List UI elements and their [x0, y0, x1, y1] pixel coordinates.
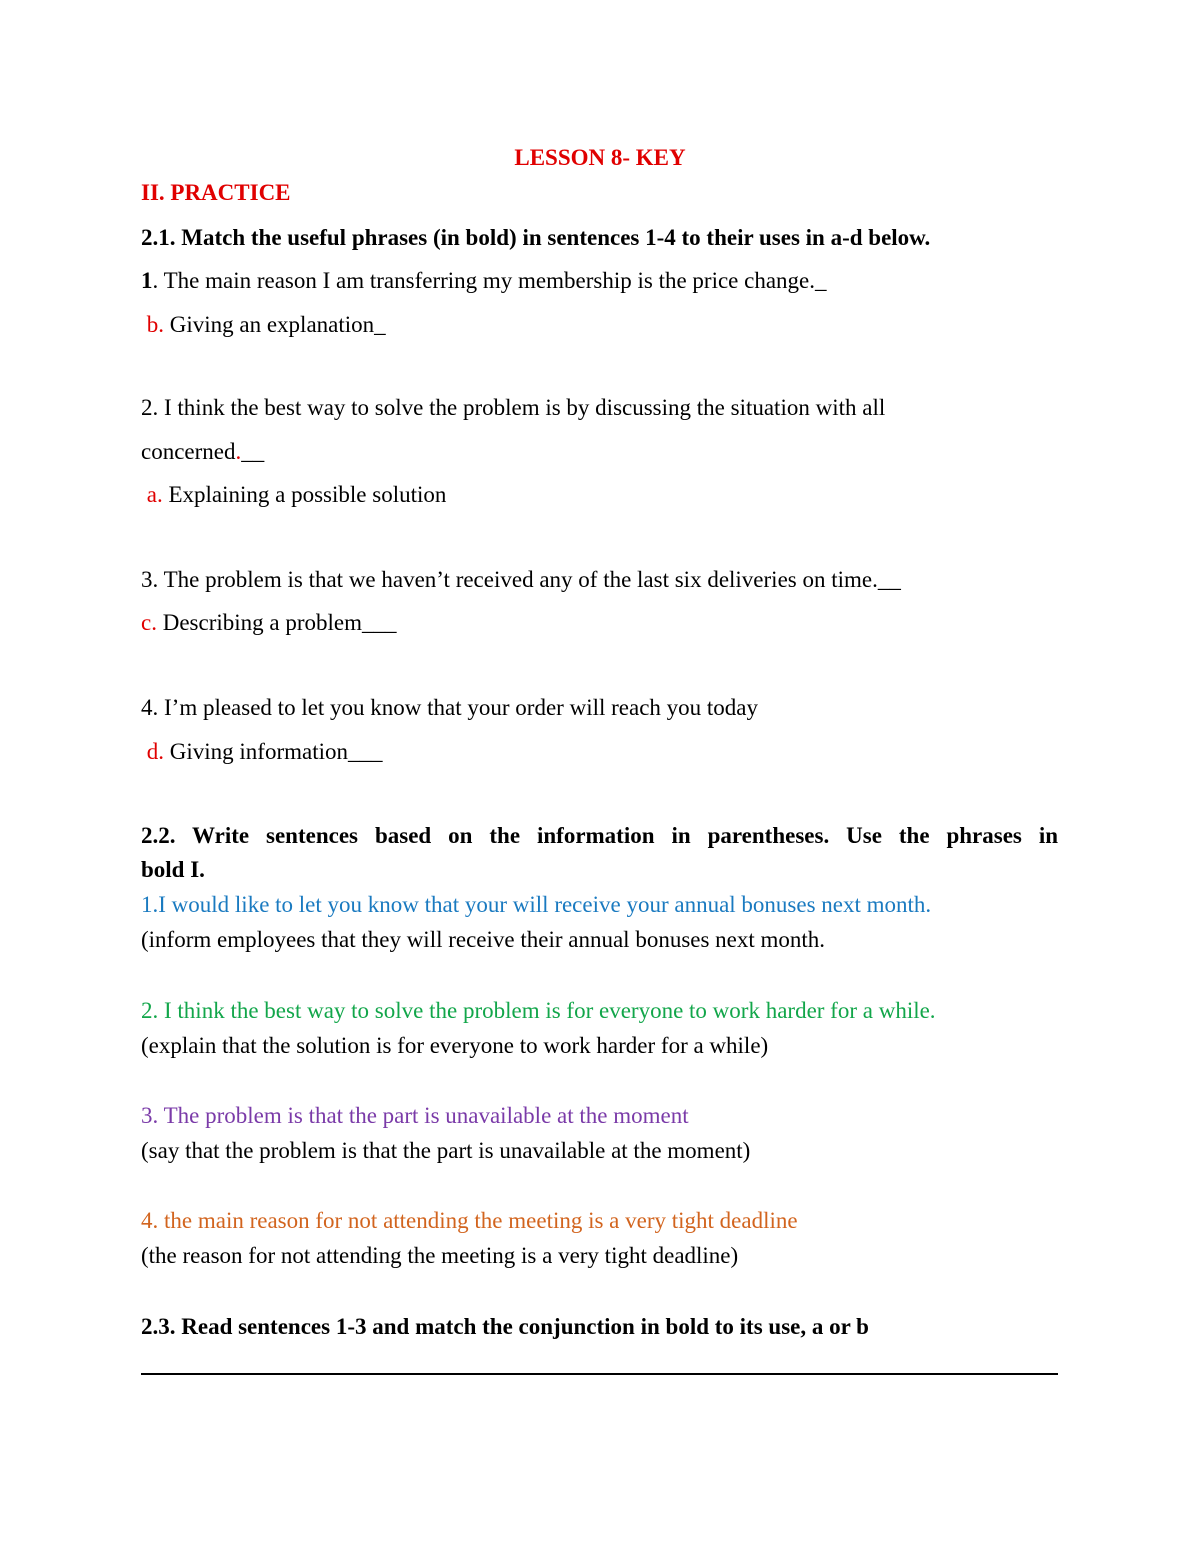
ex21-sentence-1-number: 1: [141, 268, 153, 293]
ex21-answer-3-text: Describing a problem___: [156, 610, 397, 635]
ex21-answer-2-letter: a.: [146, 482, 163, 507]
ex21-sentence-2-dot: .: [235, 439, 242, 464]
ex22-prompt-3: (say that the problem is that the part is unavailable at the moment): [141, 1138, 751, 1163]
ex21-answer-4-text: Giving information___: [164, 739, 383, 764]
ex22-answer-2: 2. I think the best way to solve the problem is for everyone to work harder for a while.: [141, 998, 936, 1023]
ex21-answer-2: [141, 480, 446, 510]
ex22-answer-1: 1.I would like to let you know that your will receive your annual bonuses next month.: [141, 892, 932, 917]
ex21-sentence-1-text: . The main reason I am transferring my membership is the price change._: [152, 268, 827, 293]
exercise-2-1-heading: 2.1. Match the useful phrases (in bold) in sentences 1-4 to their uses in a-d below.: [141, 225, 931, 250]
ex21-answer-1-text: Giving an explanation_: [164, 312, 386, 337]
ex21-sentence-1: [141, 266, 827, 296]
ex21-answer-4-letter: d.: [146, 739, 164, 764]
ex21-answer-3-letter: c.: [141, 610, 157, 635]
lesson-title: LESSON 8- KEY: [514, 145, 686, 170]
ex21-sentence-2-blank: __: [241, 439, 265, 464]
ex21-sentence-2-cont: [141, 437, 264, 467]
ex21-answer-3: [141, 608, 397, 638]
ex22-answer-4: 4. the main reason for not attending the meeting is a very tight deadline: [141, 1208, 798, 1233]
horizontal-rule: [141, 1373, 1058, 1375]
ex22-prompt-1: (inform employees that they will receive their annual bonuses next month.: [141, 927, 826, 952]
section-heading: II. PRACTICE: [141, 180, 291, 205]
exercise-2-2-heading-cont: bold I.: [141, 857, 205, 882]
ex21-answer-4: [141, 737, 382, 767]
ex22-prompt-2: (explain that the solution is for everyone to work harder for a while): [141, 1033, 769, 1058]
ex21-sentence-2-word: concerned: [141, 439, 236, 464]
ex21-sentence-4: 4. I’m pleased to let you know that your order will reach you today: [141, 695, 759, 720]
ex21-answer-2-text: Explaining a possible solution: [162, 482, 447, 507]
ex22-prompt-4: (the reason for not attending the meeting is a very tight deadline): [141, 1243, 739, 1268]
exercise-2-3-heading: 2.3. Read sentences 1-3 and match the conjunction in bold to its use, a or b: [141, 1314, 869, 1339]
exercise-2-2-heading: 2.2. Write sentences based on the information in parentheses. Use the phrases in: [141, 823, 1058, 848]
ex21-answer-1-letter: b.: [146, 312, 164, 337]
ex22-answer-3: 3. The problem is that the part is unavailable at the moment: [141, 1103, 689, 1128]
ex21-answer-1: [141, 310, 386, 340]
ex21-sentence-3: 3. The problem is that we haven’t received any of the last six deliveries on time.__: [141, 567, 901, 592]
ex21-sentence-2: 2. I think the best way to solve the problem is by discussing the situation with all: [141, 395, 886, 420]
